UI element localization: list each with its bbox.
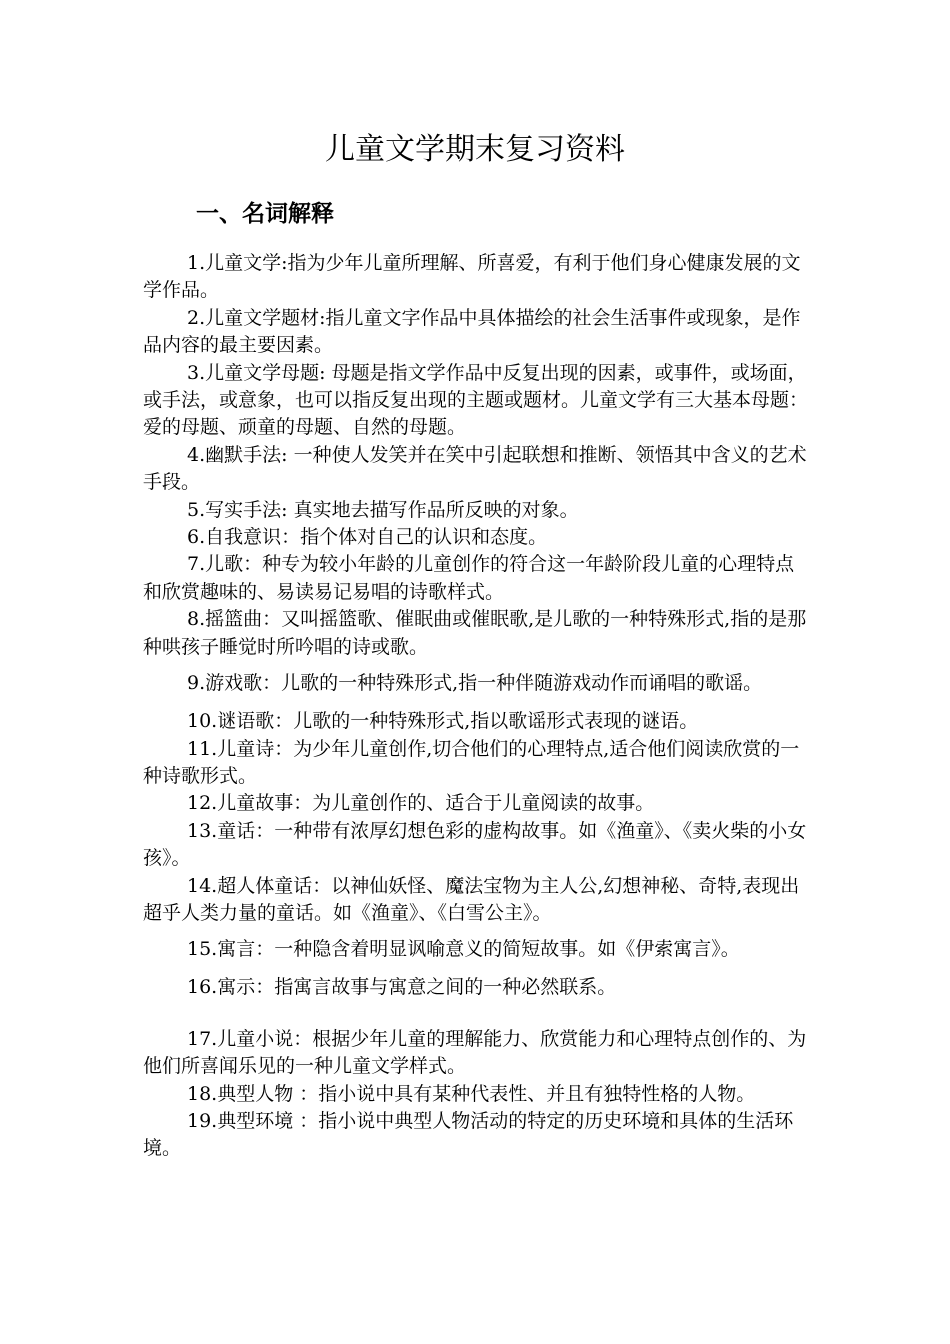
definition-item: 7.儿歌：种专为较小年龄的儿童创作的符合这一年龄阶段儿童的心理特点和欣赏趣味的、易读易记易唱的诗歌样式。 (143, 553, 795, 603)
section-heading-definitions: 一、名词解释 (196, 201, 334, 227)
definition-item: 17.儿童小说：根据少年儿童的理解能力、欣赏能力和心理特点创作的、为他们所喜闻乐见的一种儿童文学样式。 (143, 1027, 807, 1078)
definition-item: 3.儿童文学母题: 母题是指文学作品中反复出现的因素，或事件，或场面，或手法，或意象，也可以指反复出现的主题或题材。儿童文学有三大基本母题：爱的母题、顽童的母题、自然的母题。 (143, 361, 809, 439)
definition-item: 4.幽默手法: 一种使人发笑并在笑中引起联想和推断、领悟其中含义的艺术手段。 (143, 443, 807, 494)
definition-item: 11.儿童诗：为少年儿童创作,切合他们的心理特点,适合他们阅读欣赏的一种诗歌形式。 (143, 737, 800, 787)
definition-item: 2.儿童文学题材:指儿童文字作品中具体描绘的社会生活事件或现象，是作品内容的最主要因素。 (143, 306, 801, 357)
definition-item: 5.写实手法: 真实地去描写作品所反映的对象。 (187, 498, 579, 521)
definition-item: 14.超人体童话：以神仙妖怪、魔法宝物为主人公,幻想神秘、奇特,表现出超乎人类力量的童话。如《渔童》、《白雪公主》。 (143, 874, 800, 924)
definition-item: 16.寓示：指寓言故事与寓意之间的一种必然联系。 (187, 976, 617, 999)
definition-item: 10.谜语歌：儿歌的一种特殊形式,指以歌谣形式表现的谜语。 (187, 710, 699, 733)
definition-item: 8.摇篮曲：又叫摇篮歌、催眠曲或催眠歌,是儿歌的一种特殊形式,指的是那种哄孩子睡觉时所吟唱的诗或歌。 (143, 608, 807, 658)
definition-item: 15.寓言：一种隐含着明显讽喻意义的简短故事。如《伊索寓言》。 (187, 938, 740, 961)
definition-item: 12.儿童故事：为儿童创作的、适合于儿童阅读的故事。 (187, 792, 655, 815)
definition-item: 1.儿童文学:指为少年儿童所理解、所喜爱，有利于他们身心健康发展的文学作品。 (143, 252, 801, 302)
definition-item: 13.童话：一种带有浓厚幻想色彩的虚构故事。如《渔童》、《卖火柴的小女孩》。 (143, 819, 807, 870)
definition-item: 6.自我意识：指个体对自己的认识和态度。 (187, 526, 548, 549)
document-title: 儿童文学期末复习资料 (325, 132, 625, 167)
definition-list (143, 250, 811, 1163)
definition-item: 18.典型人物 ：指小说中具有某种代表性、并且有独特性格的人物。 (187, 1082, 756, 1105)
definition-item: 19.典型环境 ：指小说中典型人物活动的特定的历史环境和具体的生活环境。 (143, 1109, 794, 1160)
definition-item: 9.游戏歌：儿歌的一种特殊形式,指一种伴随游戏动作而诵唱的歌谣。 (187, 672, 763, 695)
